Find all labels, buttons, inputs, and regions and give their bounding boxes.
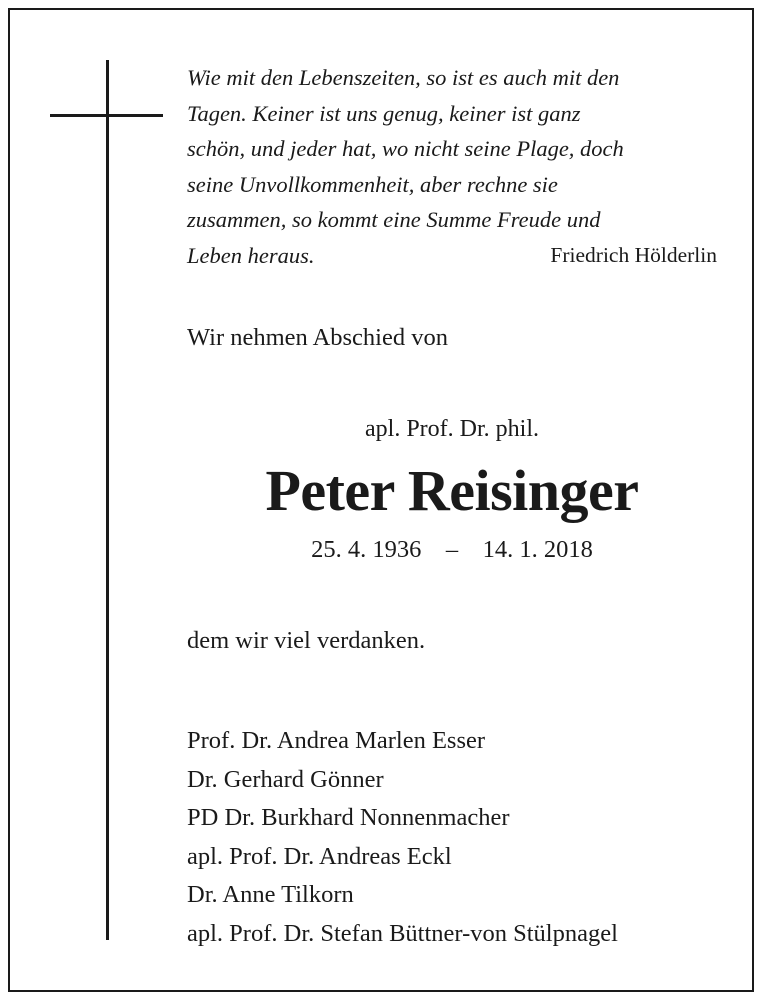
quote-line: zusammen, so kommt eine Summe Freude und bbox=[187, 207, 601, 232]
closing-text: dem wir viel verdanken. bbox=[187, 627, 426, 654]
quote-line: seine Unvollkommenheit, aber rechne sie bbox=[187, 171, 558, 197]
signers-list bbox=[187, 722, 737, 954]
cross-icon-vertical-bar bbox=[106, 60, 109, 940]
quote-author: Friedrich Hölderlin bbox=[550, 242, 717, 267]
signer: PD Dr. Burkhard Nonnenmacher bbox=[187, 804, 510, 832]
deceased-honorific: apl. Prof. Dr. phil. bbox=[365, 416, 539, 442]
quote-line: Tagen. Keiner ist uns genug, keiner ist ganz bbox=[187, 100, 581, 126]
signer: Dr. Gerhard Gönner bbox=[187, 765, 384, 793]
intro-text: Wir nehmen Abschied von bbox=[187, 324, 448, 351]
cross-icon-horizontal-bar bbox=[50, 114, 163, 117]
deceased-name: Peter Reisinger bbox=[265, 458, 639, 523]
quote-line: Leben heraus. bbox=[187, 242, 315, 268]
signer: apl. Prof. Dr. Stefan Büttner-von Stülpnagel bbox=[187, 919, 618, 947]
quote-line: Wie mit den Lebenszeiten, so ist es auch mit den bbox=[187, 65, 620, 90]
signer: Dr. Anne Tilkorn bbox=[187, 881, 354, 909]
signer: apl. Prof. Dr. Andreas Eckl bbox=[187, 842, 452, 870]
obituary-notice bbox=[8, 8, 754, 992]
quote-last-line bbox=[187, 238, 717, 274]
quote-line: schön, und jeder hat, wo nicht seine Plage, doch bbox=[187, 136, 624, 161]
signer: Prof. Dr. Andrea Marlen Esser bbox=[187, 727, 486, 754]
deceased-dates: 25. 4. 1936 – 14. 1. 2018 bbox=[311, 536, 593, 563]
quote bbox=[187, 60, 717, 273]
